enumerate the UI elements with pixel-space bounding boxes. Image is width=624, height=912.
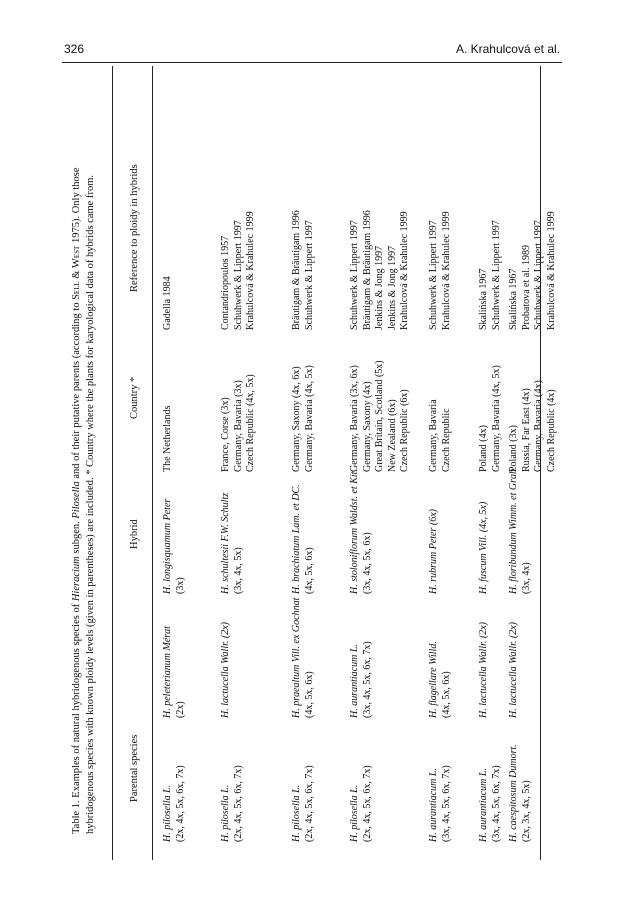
- reference-cell-line: Jenkins & Jong 1997: [386, 245, 398, 330]
- reference-cell-line: Schuhwerk & Lippert 1997: [428, 220, 439, 330]
- reference-cell-line: Probatova et al. 1989: [520, 245, 532, 330]
- table-caption: [70, 74, 98, 834]
- reference-cell-line: Schuhwerk & Lippert 1997: [349, 220, 360, 330]
- reference-cell-line: Krahulcová & Krahulec 1999: [545, 211, 557, 330]
- reference-cell-line: Schuhwerk & Lippert 1997: [303, 220, 315, 330]
- parent2-cell: [349, 641, 374, 718]
- hybrid-cell: [349, 469, 374, 594]
- parent1-cell-line: H. pilosella L.: [220, 784, 231, 842]
- parent2-cell-line: (2x): [174, 701, 186, 718]
- parent1-cell-line: H. aurantiacum L.: [428, 768, 439, 842]
- table-header-rule: [152, 66, 153, 860]
- col-header-hybrid: Hybrid: [129, 519, 140, 549]
- reference-cell-line: Krahulcová & Krahulec 1999: [440, 211, 452, 330]
- table-top-rule: [112, 66, 113, 860]
- country-cell-line: Great Britain, Scotland (5x): [374, 360, 385, 472]
- country-cell-line: Germany, Bavaria (4x, 5x): [303, 365, 315, 472]
- hybrid-cell-line: (3x, 4x): [520, 562, 532, 594]
- header-rule: [62, 62, 562, 63]
- reference-cell-line: Krahulcová & Krahulec 1999: [399, 211, 410, 330]
- running-head: A. Krahulcová et al.: [455, 42, 560, 56]
- caption-ref: Sell & West: [71, 245, 82, 300]
- parent1-cell-line: (2x, 4x, 5x, 6x, 7x): [361, 765, 373, 842]
- reference-cell-line: Schuhwerk & Lippert 1997: [232, 220, 244, 330]
- caption-line-2: hybridogenous species with known ploidy levels (given in parentheses) are included. * Country where the plants for karyological data of hybrids came from.: [85, 175, 96, 834]
- parent2-cell-line: H. peleterianum Mérat: [162, 626, 173, 718]
- country-cell-line: Russia, Far East (4x): [520, 388, 532, 472]
- parent1-cell-line: H. aurantiacum L.: [478, 768, 489, 842]
- hybrid-cell: [508, 467, 533, 595]
- reference-cell-line: Schuhwerk & Lippert 1997: [533, 220, 544, 330]
- parent2-cell-line: H. praealtum Vill. ex Gochnat: [291, 597, 302, 718]
- parent1-cell: [220, 765, 245, 842]
- country-cell-line: Poland (4x): [478, 425, 489, 472]
- parent2-cell: [478, 622, 491, 718]
- country-cell-line: Germany, Bavaria (3x): [232, 380, 244, 472]
- hybrid-cell: [220, 493, 245, 594]
- country-cell-line: Germany, Bavaria (4x): [533, 380, 544, 472]
- reference-cell: [478, 220, 503, 330]
- hybrid-cell-line: H. floribundum Wimm. et Grab.: [508, 466, 519, 594]
- caption-mid1: subgen.: [71, 518, 82, 557]
- country-cell: [291, 365, 316, 472]
- parent2-cell-line: (4x, 5x, 6x): [303, 671, 315, 718]
- reference-cell: [220, 211, 258, 330]
- parent2-cell-line: H. lactucella Wallr. (2x): [220, 621, 231, 718]
- parent1-cell: [428, 765, 453, 842]
- parent2-cell: [508, 622, 521, 718]
- parent1-cell-line: H. caespitosum Dumort.: [508, 744, 519, 842]
- country-cell-line: Czech Republic (4x, 5x): [245, 374, 256, 472]
- country-cell: [478, 365, 503, 472]
- reference-cell-line: Skalińska 1967: [478, 268, 489, 330]
- col-header-parental: Parental species: [129, 734, 140, 802]
- reference-cell-line: Skalińska 1967: [508, 268, 519, 330]
- page-number: 326: [64, 42, 85, 56]
- parent2-cell-line: (3x, 4x, 5x, 6x, 7x): [361, 641, 373, 718]
- country-cell-line: New Zealand (6x): [386, 399, 398, 472]
- country-cell-line: Germany, Bavaria: [428, 399, 439, 472]
- parent2-cell: [220, 622, 233, 718]
- hybrid-cell: [162, 499, 187, 594]
- caption-genus: Hieracium: [71, 556, 82, 602]
- parent2-cell-line: (4x, 5x, 6x): [440, 671, 452, 718]
- country-cell-line: Poland (3x): [508, 425, 519, 472]
- reference-cell: [349, 210, 412, 330]
- hybrid-cell: [478, 502, 491, 594]
- hybrid-cell-line: (3x, 4x, 5x): [232, 547, 244, 594]
- hybrid-cell-line: H. longisquamum Peter: [162, 498, 173, 594]
- reference-cell-line: Krahulcová & Krahulec 1999: [245, 211, 256, 330]
- parent2-cell-line: H. flagellare Willd.: [428, 641, 439, 718]
- reference-cell-line: Bräutigam & Bräutigam 1996: [361, 210, 373, 330]
- reference-cell: [428, 211, 453, 330]
- hybrid-cell-line: H. stoloniflorum Waldst. et Kit.: [349, 469, 360, 594]
- caption-suffix: 1975). Only those: [71, 167, 82, 246]
- parent1-cell-line: H. pilosella L.: [291, 784, 302, 842]
- hybrid-cell-line: H. brachiatum Lam. et DC.: [291, 484, 302, 594]
- parent1-cell: [291, 765, 316, 842]
- parent1-cell-line: (2x, 4x, 5x, 6x, 7x): [303, 765, 315, 842]
- reference-cell-line: Schuhwerk & Lippert 1997: [490, 220, 502, 330]
- hybrid-cell-line: (3x): [174, 577, 186, 594]
- hybrid-cell-line: (4x, 5x, 6x): [303, 547, 315, 594]
- hybrid-cell-line: H. rubrum Peter (6x): [428, 509, 439, 594]
- parent1-cell-line: (2x, 4x, 5x, 6x, 7x): [232, 765, 244, 842]
- parent1-cell-line: H. pilosella L.: [349, 784, 360, 842]
- reference-cell: [291, 210, 316, 330]
- parent1-cell: [508, 744, 533, 842]
- country-cell-line: Czech Republic (6x): [399, 389, 410, 472]
- reference-cell-line: Jenkins & Jong 1997: [374, 245, 385, 330]
- caption-subgenus: Pilosella: [71, 481, 82, 519]
- caption-prefix: Table 1. Examples of natural hybridogenous species of: [71, 601, 82, 834]
- parent2-cell-line: H. lactucella Wallr. (2x): [478, 621, 489, 718]
- parent2-cell-line: H. lactucella Wallr. (2x): [508, 621, 519, 718]
- country-cell: [349, 360, 412, 472]
- parent1-cell: [349, 765, 374, 842]
- parent1-cell-line: (2x, 3x, 4x, 5x): [520, 780, 532, 842]
- parent1-cell: [478, 765, 503, 842]
- parent1-cell-line: (3x, 4x, 5x, 6x, 7x): [490, 765, 502, 842]
- table-bottom-rule: [540, 66, 541, 860]
- country-cell-line: Czech Republic: [440, 408, 452, 472]
- parent2-cell: [291, 598, 316, 718]
- hybrid-cell-line: H. fuscum Vill. (4x, 5x): [478, 501, 489, 594]
- parent2-cell: [162, 626, 187, 718]
- country-cell: [508, 380, 558, 472]
- parent1-cell-line: (3x, 4x, 5x, 6x, 7x): [440, 765, 452, 842]
- caption-mid2: and of their putative parents (according to: [71, 299, 82, 482]
- country-cell: [428, 399, 453, 472]
- col-header-reference: Reference to ploidy in hybrids: [129, 164, 140, 292]
- hybrid-cell-line: H. schultesii F.W. Schultz: [220, 492, 231, 594]
- hybrid-cell: [291, 484, 316, 594]
- parent2-cell: [428, 641, 453, 718]
- country-cell-line: Germany, Saxony (4x): [361, 381, 373, 472]
- country-cell-line: Czech Republic (4x): [545, 389, 557, 472]
- parent2-cell-line: H. aurantiacum L.: [349, 644, 360, 718]
- hybrid-cell-line: (3x, 4x, 5x, 6x): [361, 532, 373, 594]
- reference-cell-line: Contandriopoulos 1957: [220, 235, 231, 330]
- reference-cell: [162, 276, 175, 330]
- country-cell-line: France, Corse (3x): [220, 397, 231, 472]
- country-cell-line: Germany, Saxony (4x, 6x): [291, 366, 302, 472]
- reference-cell-line: Gadella 1984: [162, 276, 173, 330]
- rotated-table: [62, 64, 562, 864]
- country-cell: [162, 406, 175, 472]
- parent1-cell-line: H. pilosella L.: [162, 784, 173, 842]
- hybrid-cell: [428, 509, 441, 594]
- reference-cell: [508, 211, 558, 330]
- rotated-table-region: [62, 64, 562, 864]
- country-cell-line: Germany, Bavaria (3x, 6x): [349, 365, 360, 472]
- country-cell-line: Germany, Bavaria (4x, 5x): [490, 365, 502, 472]
- parent1-cell: [162, 765, 187, 842]
- country-cell: [220, 374, 258, 472]
- country-cell-line: The Netherlands: [162, 405, 173, 472]
- col-header-country: Country *: [129, 376, 140, 419]
- parent1-cell-line: (2x, 4x, 5x, 6x, 7x): [174, 765, 186, 842]
- reference-cell-line: Bräutigam & Bräutigam 1996: [291, 210, 302, 330]
